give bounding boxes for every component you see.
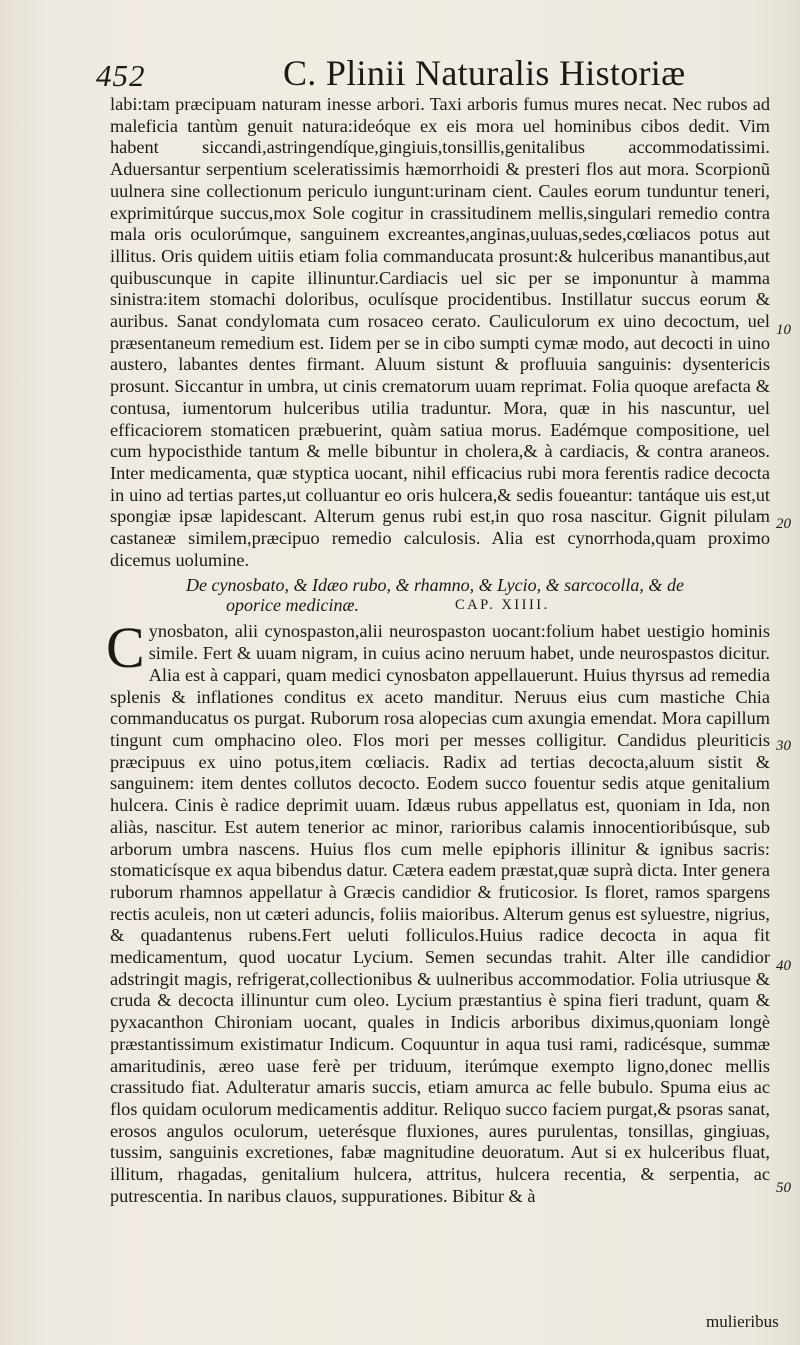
catchword: mulieribus [706,1312,779,1331]
chapter-heading-line-1: De cynosbato, & Idæo rubo, & rhamno, & Lycio, & sarcocolla, & de [186,575,684,596]
margin-line-number: 40 [776,958,791,974]
page-number: 452 [96,58,146,93]
margin-line-number: 30 [776,738,791,754]
body-paragraph-2 [106,615,770,1207]
margin-line-number: 20 [776,516,791,532]
margin-line-number: 50 [776,1180,791,1196]
page-title: C. Plinii Naturalis Historiæ [283,53,686,93]
running-head [0,52,800,96]
text-column [106,94,770,1207]
drop-cap: C [106,615,145,681]
chapter-label: CAP. XIIII. [454,597,550,614]
margin-line-number: 10 [776,322,791,338]
chapter-heading [110,575,770,615]
chapter-heading-line-2: oporice medicinæ. [226,595,359,616]
body-paragraph-1: labi:tam præcipuam naturam inesse arbori. Taxi arboris fumus mures necat. Nec rubos ad maleficia tantùm genuit natura:ideóque ex eis mora uel hominibus cibos dedit. Vim habent siccandi,astringendíque,gingiuis,tonsillis,genitalibus accommodatissimi. Aduersantur serpentium sceleratissimis hæmorrhoidi & presteri flos aut mora. Scorpionũ uulnera sine collectionum periculo iungunt:urinam cient. Caules eorum tunduntur teneri, exprimitúrque succus,mox Sole cogitur in crassitudinem mellis,singulari remedio contra mala oris oculorúmque, sanguinem excreantes,anginas,uuluas,sedes,cœliacos potus aut illitus. Oris quidem uitiis etiam folia commanducata prosunt:& hulceribus manantibus,aut quibuscunque in capite illinuntur.Cardiacis uel sic per se imponuntur à mamma sinistra:item stomachi doloribus, oculísque procidentibus. Instillatur succus eorum & auribus. Sanat condylomata cum rosaceo cerato. Cauliculorum ex uino decoctum, uel præsentaneum remedium est. Iidem per se in cibo sumpti cymæ modo, aut decocti in uino austero, labantes dentes firmant. Aluum sistunt & profluuia sanguinis: dysentericis prosunt. Siccantur in umbra, ut cinis crematorum uuam reprimat. Folia quoque arefacta & contusa, iumentorum hulceribus utilia traduntur. Mora, quæ in his nascuntur, uel efficaciorem stomaticen præbuerint, quàm satiua morus. Eadémque compositione, uel cum hypocisthide tantum & melle bibuntur in cholera,& à cardiacis, & contra araneos. Inter medicamenta, quæ styptica uocant, nihil efficacius rubi mora ferentis radice decocta in uino ad tertias partes,ut colluantur eo oris hulcera,& sedis foueantur: tantáque uis est,ut spongiæ ipsæ lapidescant. Alterum genus rubi est,in quo rosa nascitur. Gignit pilulam castaneæ similem,præcipuo remedio calculosis. Alia est cynorrhoda,quam proximo dicemus uolumine. [110,94,770,570]
body-paragraph-2-text: ynosbaton, alii cynospaston,alii neurospaston uocant:folium habet uestigio hominis simile. Fert & uuam nigram, in cuius acino neruum habet, unde neurospastos dicitur. Alia est à cappari, quam medici cynosbaton appellauerunt. Huius thyrsus ad remedia splenis & inflationes conditus ex aceto manditur. Neruus eius cum mastiche Chia commanducatus os purgat. Ruborum rosa alopecias cum axungia emendat. Mora capillum tingunt cum omphacino oleo. Flos mori per messes colligitur. Candidus pleuriticis præcipuus ex uino potus,item cœliacis. Radix ad tertias decocta,aluum sistit & sanguinem: item dentes collutos decocto. Eodem succo fouentur sedis atque genitalium hulcera. Cinis è radice deprimit uuam. Idæus rubus appellatus est, quoniam in Ida, non aliàs, nascitur. Est autem tenerior ac minor, rarioribus calamis innocentioribúsque, sub arborum umbra nascens. Huius flos cum melle epiphoris illinitur & ignibus sacris: stomaticísque ex aqua bibendus datur. Cætera eadem præstat,quæ suprà dicta. Inter genera ruborum rhamnos appellatur à Græcis candidior & fruticosior. Is floret, ramos spargens rectis aculeis, non ut cæteri aduncis, foliis maioribus. Alterum genus est syluestre, nigrius, & quadantenus rubens.Fert ueluti folliculos.Huius radice decocta in aqua fit medicamentum, quod uocatur Lycium. Semen secundas trahit. Alter ille candidior adstringit magis, refrigerat,collectionibus & uulneribus accommodatior. Folia utriusque & cruda & decocta illinuntur cum oleo. Lycium præstantius è spina fieri tradunt, quam & pyxacanthon Chironiam uocant, quales in Indicis arboribus diximus,quoniam longè præstantissimum existimatur Indicum. Coquuntur in aqua tusi rami, radicésque, summæ amaritudinis, æreo uase ferè per triduum, iterúmque exempto ligno,donec mellis crassitudo fiat. Adulteratur amaris succis, etiam amurca ac felle bubulo. Spuma eius ac flos quidam oculorum medicamentis additur. Reliquo succo faciem purgat,& psoras sanat, erosos angulos oculorum, ueterésque fluxiones, aures purulentas, tonsillas, gingiuas, tussim, sanguinis excretiones, fabæ magnitudine deuoratum. Aut si ex hulceribus fluat, illitum, rhagadas, genitalium hulcera, attritus, hulcera recentia, & serpentia, ac putrescentia. In naribus clauos, suppurationes. Bibitur & à [110,621,770,1206]
